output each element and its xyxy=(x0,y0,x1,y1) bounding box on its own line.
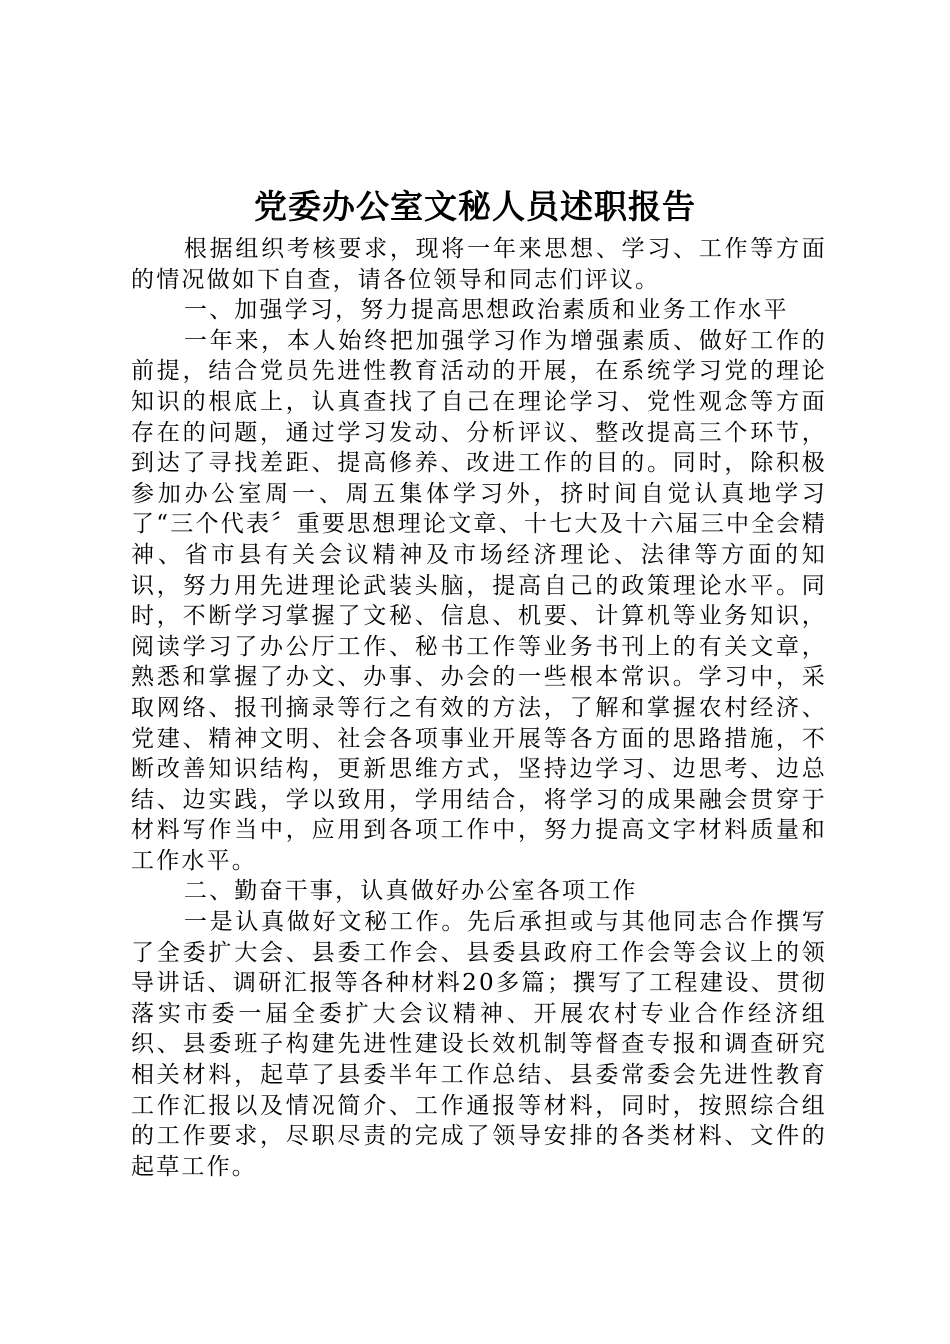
document-body xyxy=(131,234,827,1182)
section-heading-1: 一、加强学习，努力提高思想政治素质和业务工作水平 xyxy=(183,297,789,324)
paragraph-intro: 根据组织考核要求，现将一年来思想、学习、工作等方面的情况做如下自查，请各位领导和同志们评议。 xyxy=(131,236,827,293)
document-title: 党委办公室文秘人员述职报告 xyxy=(254,187,696,226)
paragraph-secretarial-work: 一是认真做好文秘工作。先后承担或与其他同志合作撰写了全委扩大会、县委工作会、县委县政府工作会等会议上的领导讲话、调研汇报等各种材料20多篇；撰写了工程建设、贯彻落实市委一届全委扩大会议精神、开展农村专业合作经济组织、县委班子构建先进性建设长效机制等督查专报和调查研究相关材料，起草了县委半年工作总结、县委常委会先进性教育工作汇报以及情况简介、工作通报等材料，同时，按照综合组的工作要求，尽职尽责的完成了领导安排的各类材料、文件的起草工作。 xyxy=(131,909,827,1180)
section-heading-2: 二、勤奋干事，认真做好办公室各项工作 xyxy=(183,878,638,905)
paragraph-study: 一年来，本人始终把加强学习作为增强素质、做好工作的前提，结合党员先进性教育活动的开展，在系统学习党的理论知识的根底上，认真查找了自己在理论学习、党性观念等方面存在的问题，通过学习发动、分析评议、整改提高三个环节，到达了寻找差距、提高修养、改进工作的目的。同时，除积极参加办公室周一、周五集体学习外，挤时间自觉认真地学习了“三个代表〞重要思想理论文章、十七大及十六届三中全会精神、省市县有关会议精神及市场经济理论、法律等方面的知识，努力用先进理论武装头脑，提高自己的政策理论水平。同时，不断学习掌握了文秘、信息、机要、计算机等业务知识，阅读学习了办公厅工作、秘书工作等业务书刊上的有关文章，熟悉和掌握了办文、办事、办会的一些根本常识。学习中，采取网络、报刊摘录等行之有效的方法，了解和掌握农村经济、党建、精神文明、社会各项事业开展等各方面的思路措施，不断改善知识结构，更新思维方式，坚持边学习、边思考、边总结、边实践，学以致用，学用结合，将学习的成果融会贯穿于材料写作当中，应用到各项工作中，努力提高文字材料质量和工作水平。 xyxy=(131,327,827,874)
